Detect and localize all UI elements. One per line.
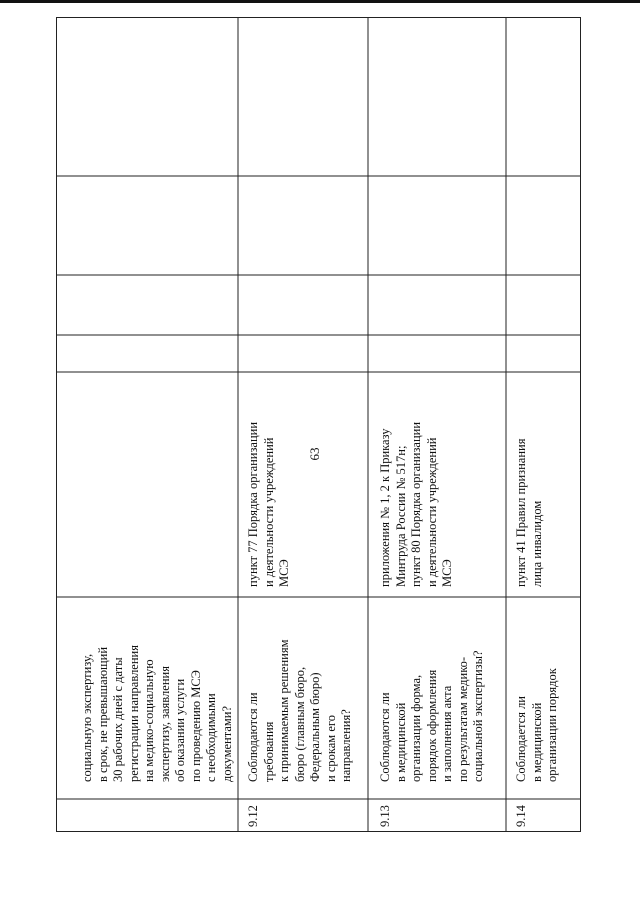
checklist-table — [56, 17, 581, 832]
legal-basis-9-12: пункт 77 Порядка организации и деятельности учреждений МСЭ — [246, 421, 291, 587]
row-number-9-12: 9.12 — [246, 805, 260, 827]
question-cell-9-14: Соблюдается ли в медицинской организации порядок — [514, 668, 559, 782]
legal-basis-9-13: приложения № 1, 2 к Приказу Минтруда России № 517н; пункт 80 Порядка организации и деятельности учреждений МСЭ — [378, 421, 454, 587]
scan-top-edge — [0, 0, 640, 3]
row-number-9-13: 9.13 — [378, 805, 392, 827]
question-cell-continued: социальную экспертизу, в срок, не превышающий 30 рабочих дней с даты регистрации направления на медико-социальную экспертизу, заявления об оказании услуги по проведению МСЭ с необходимыми документами? — [80, 645, 234, 782]
page-number: 63 — [307, 447, 322, 461]
row-number-9-14: 9.14 — [514, 805, 528, 827]
question-cell-9-12: Соблюдаются ли требования к принимаемым решениям бюро (главным бюро, Федеральным бюро) и срокам его направления? — [246, 639, 353, 782]
question-cell-9-13: Соблюдаются ли в медицинской организации форма, порядок оформления и заполнения акта по результатам медико- социальной экспертизы? — [378, 650, 485, 782]
legal-basis-9-14: пункт 41 Правил признания лица инвалидом — [514, 438, 544, 587]
